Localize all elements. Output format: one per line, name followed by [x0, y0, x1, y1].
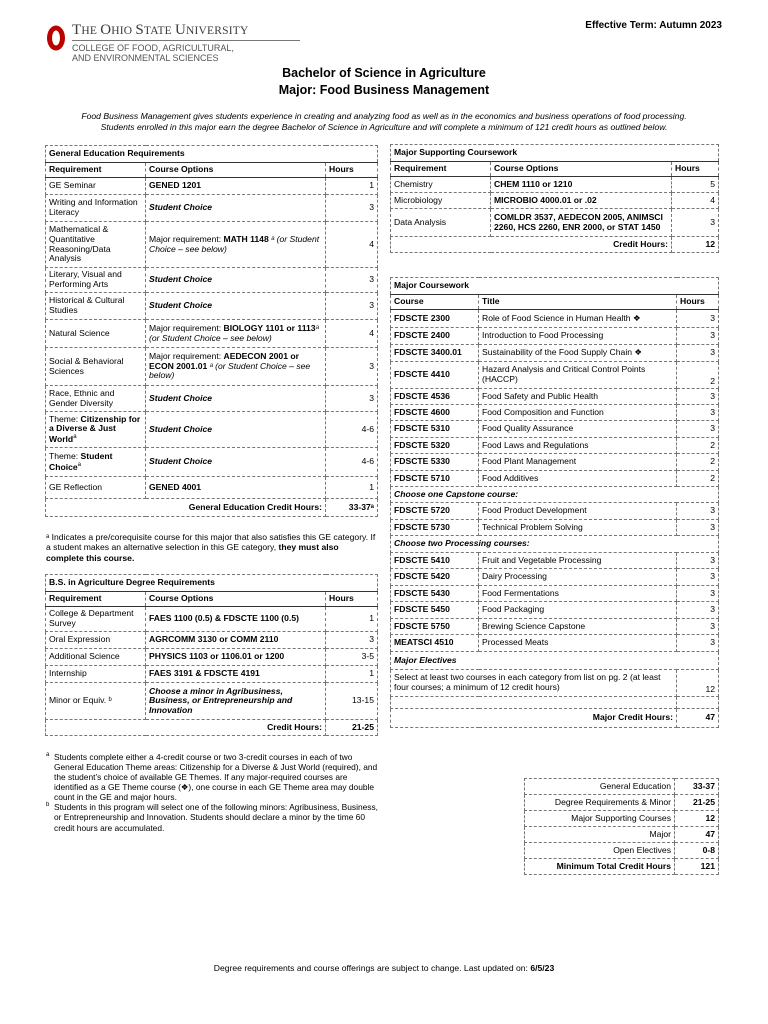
table-row: [46, 649, 378, 666]
supporting-total-value: 12: [672, 237, 719, 253]
supporting-total-row: [391, 237, 719, 253]
table-row: [46, 607, 378, 632]
ge-req: Social & Behavioral Sciences: [46, 348, 146, 386]
major-hours: 3: [677, 586, 719, 602]
bs-table: [45, 574, 378, 736]
ge-req: Race, Ethnic and Gender Diversity: [46, 386, 146, 412]
electives-label-row: [391, 652, 719, 670]
major-course: FDSCTE 4410: [391, 362, 479, 389]
major-header-title: Title: [479, 295, 677, 310]
processing-label: Choose two Processing courses:: [391, 536, 719, 553]
supporting-title: Major Supporting Coursework: [391, 145, 719, 162]
logo-divider: [72, 40, 300, 41]
degree-title: Bachelor of Science in Agriculture: [282, 66, 486, 80]
table-row: [46, 448, 378, 477]
summary-total-row: [525, 859, 719, 875]
major-total-value: 47: [677, 709, 719, 728]
ge-hours: 3: [326, 348, 378, 386]
ge-hours: 1: [326, 178, 378, 195]
supporting-hours: 4: [672, 193, 719, 209]
ge-note-bold: they must also complete this course.: [46, 542, 339, 563]
electives-text: Select at least two courses in each category from list on pg. 2 (at least four courses; a minimum of 12 credit hours): [391, 670, 677, 697]
supporting-hours: 5: [672, 177, 719, 193]
major-hours: 3: [677, 619, 719, 635]
req-pre: Theme:: [49, 413, 81, 424]
table-row: [391, 602, 719, 619]
bs-course: Choose a minor in Agribusiness, Business, or Entrepreneurship and Innovation: [146, 683, 326, 720]
major-course-title: Food Plant Management: [479, 454, 677, 471]
major-course-title: Introduction to Food Processing: [479, 328, 677, 345]
supporting-header-hours: Hours: [672, 162, 719, 177]
major-table: [390, 277, 719, 728]
ge-course: [146, 348, 326, 386]
major-course: FDSCTE 5710: [391, 471, 479, 487]
table-row: [46, 222, 378, 268]
blank-cell: [391, 697, 677, 709]
major-course-title: Food Product Development: [479, 503, 677, 520]
major-course: FDSCTE 5310: [391, 421, 479, 438]
electives-label: Major Electives: [391, 652, 719, 670]
bs-total-label: Credit Hours:: [46, 720, 326, 736]
table-row: [46, 632, 378, 649]
major-title-cell: Major Coursework: [391, 278, 719, 295]
table-row: [525, 827, 719, 843]
major-course-title: Food Fermentations: [479, 586, 677, 602]
major-course-title: Dairy Processing: [479, 569, 677, 586]
bs-total-row: [46, 720, 378, 736]
table-row: [391, 405, 719, 421]
ge-note-text: ᵃ Indicates a pre/corequisite course for this major that also satisfies this GE category. If a student makes an alternative selection in this GE category,: [46, 532, 376, 553]
bs-req: Oral Expression: [46, 632, 146, 649]
major-course-title: Role of Food Science in Human Health ❖: [479, 310, 677, 328]
table-row: [525, 843, 719, 859]
major-course-title: Brewing Science Capstone: [479, 619, 677, 635]
major-course-title: Food Additives: [479, 471, 677, 487]
table-row: [391, 362, 719, 389]
major-course: FDSCTE 5720: [391, 503, 479, 520]
supporting-req: Data Analysis: [391, 209, 491, 237]
table-row: [525, 811, 719, 827]
footnote-a-mark: a: [46, 752, 50, 758]
req-bold: Citizenship for a Diverse & Just World: [49, 413, 141, 444]
table-row: [46, 386, 378, 412]
major-course-title: Fruit and Vegetable Processing: [479, 553, 677, 569]
course-bold: AEDECON 2001 or ECON 2001.01: [149, 351, 299, 371]
bs-hours: 1: [326, 607, 378, 632]
table-row: [391, 619, 719, 635]
ge-hours: 4: [326, 222, 378, 268]
ge-hours: 1: [326, 477, 378, 499]
capstone-label-row: [391, 487, 719, 503]
table-row: [391, 553, 719, 569]
major-hours: 3: [677, 602, 719, 619]
supporting-course: CHEM 1110 or 1210: [491, 177, 672, 193]
major-course: FDSCTE 3400.01: [391, 345, 479, 362]
intro-line1: Food Business Management gives students experience in creating and analyzing food as well as in the economics and business operations of food processing.: [81, 111, 687, 121]
table-row: [525, 795, 719, 811]
ge-course: Student Choice: [146, 195, 326, 222]
footnote-a-text: Students complete either a 4-credit course or two 3-credit courses in each of two General Education Theme areas: Citizenship for a Diverse & Just World (required), and the student’s choice of available GE Themes. If any major-required courses are identified as a GE Theme course (❖), one course in each GE Theme area may double count in the GE and major hours.: [54, 752, 378, 803]
summary-total-value: 121: [675, 859, 719, 875]
summary-label: Open Electives: [525, 843, 675, 859]
major-total-label: Major Credit Hours:: [391, 709, 677, 728]
course-bold: MATH 1148: [223, 233, 269, 244]
major-course: FDSCTE 5730: [391, 520, 479, 536]
ge-course: Student Choice: [146, 448, 326, 477]
electives-row: [391, 670, 719, 697]
bs-course: FAES 3191 & FDSCTE 4191: [146, 666, 326, 683]
blank-cell: [677, 697, 719, 709]
table-row: [391, 454, 719, 471]
table-row: [391, 586, 719, 602]
footnote-b-text: Students in this program will select one of the following minors: Agribusiness, Business, or Entrepreneurship and Innovation. Students should declare a minor by the time 60 credit hours are accumulated.: [54, 802, 378, 833]
footer: [0, 964, 768, 974]
footer-date: 6/5/23: [530, 963, 555, 973]
supporting-hours: 3: [672, 209, 719, 237]
ge-note: [46, 532, 378, 563]
supporting-course: MICROBIO 4000.01 or .02: [491, 193, 672, 209]
bs-course: PHYSICS 1103 or 1106.01 or 1200: [146, 649, 326, 666]
major-hours: 3: [677, 310, 719, 328]
major-hours: 2: [677, 471, 719, 487]
effective-term: Effective Term: Autumn 2023: [585, 20, 722, 31]
major-total-row: [391, 709, 719, 728]
summary-value: 21-25: [675, 795, 719, 811]
course-pre: Major requirement:: [149, 233, 224, 244]
supporting-header-req: Requirement: [391, 162, 491, 177]
table-row: [46, 320, 378, 348]
major-course-title: Processed Meats: [479, 635, 677, 652]
footnotes: [46, 752, 378, 833]
ge-course: GENED 4001: [146, 477, 326, 499]
bs-header-course: Course Options: [146, 592, 326, 607]
supporting-req: Microbiology: [391, 193, 491, 209]
bs-course: FAES 1100 (0.5) & FDSCTE 1100 (0.5): [146, 607, 326, 632]
ge-hours: 3: [326, 268, 378, 293]
major-course-title: Food Laws and Regulations: [479, 438, 677, 454]
supporting-req: Chemistry: [391, 177, 491, 193]
major-header-course: Course: [391, 295, 479, 310]
bs-hours: 3-5: [326, 649, 378, 666]
intro-line2: Students enrolled in this major earn the degree Bachelor of Science in Agriculture and will complete a minimum of 121 credit hours as outlined below.: [100, 122, 668, 133]
footnote-a: [46, 752, 378, 802]
ge-req: Mathematical & Quantitative Reasoning/Data Analysis: [46, 222, 146, 268]
ge-header-req: Requirement: [46, 163, 146, 178]
major-title: Major: Food Business Management: [278, 83, 490, 97]
bs-hours: 1: [326, 666, 378, 683]
major-course-title: Food Quality Assurance: [479, 421, 677, 438]
course-pre: Major requirement:: [149, 322, 224, 333]
ge-course: GENED 1201: [146, 178, 326, 195]
course-bold: BIOLOGY 1101 or 1113: [223, 322, 316, 333]
major-course-title: Sustainability of the Food Supply Chain ❖: [479, 345, 677, 362]
major-course: FDSCTE 2300: [391, 310, 479, 328]
ge-hours: 4-6: [326, 412, 378, 448]
table-row: [391, 193, 719, 209]
summary-value: 33-37: [675, 779, 719, 795]
ge-hours: 4: [326, 320, 378, 348]
bs-total-value: 21-25: [326, 720, 378, 736]
major-hours: 3: [677, 520, 719, 536]
table-row: [46, 178, 378, 195]
major-hours: 3: [677, 503, 719, 520]
supporting-table: [390, 144, 719, 253]
major-hours: 3: [677, 345, 719, 362]
capstone-label: Choose one Capstone course:: [391, 487, 719, 503]
ge-req: Writing and Information Literacy: [46, 195, 146, 222]
ge-req: [46, 448, 146, 477]
table-row: [46, 293, 378, 320]
table-row: [391, 569, 719, 586]
summary-label: Degree Requirements & Minor: [525, 795, 675, 811]
table-row: [391, 209, 719, 237]
ge-req: Historical & Cultural Studies: [46, 293, 146, 320]
osu-logo: [46, 18, 286, 64]
req-sup: a: [77, 461, 81, 468]
major-course-title: Food Composition and Function: [479, 405, 677, 421]
ge-req: GE Seminar: [46, 178, 146, 195]
ge-header-course: Course Options: [146, 163, 326, 178]
table-row: [46, 477, 378, 499]
major-hours: 3: [677, 328, 719, 345]
major-hours: 3: [677, 569, 719, 586]
bs-header-hours: Hours: [326, 592, 378, 607]
major-course-title: Hazard Analysis and Critical Control Points (HACCP): [479, 362, 677, 389]
table-row: [391, 328, 719, 345]
table-row: [391, 310, 719, 328]
table-row: [391, 471, 719, 487]
table-row: [391, 520, 719, 536]
ge-hours: 4-6: [326, 448, 378, 477]
bs-course: AGRCOMM 3130 or COMM 2110: [146, 632, 326, 649]
major-hours: 2: [677, 362, 719, 389]
ge-course: Student Choice: [146, 386, 326, 412]
summary-label: Major Supporting Courses: [525, 811, 675, 827]
table-row: [391, 421, 719, 438]
summary-label: Major: [525, 827, 675, 843]
ge-course: [146, 320, 326, 348]
bs-req: Minor or Equiv. ᵇ: [46, 683, 146, 720]
supporting-course: COMLDR 3537, AEDECON 2005, ANIMSCI 2260, HCS 2260, ENR 2000, or STAT 1450: [491, 209, 672, 237]
major-course: FDSCTE 4536: [391, 389, 479, 405]
req-sup: a: [73, 433, 77, 440]
major-hours: 3: [677, 389, 719, 405]
bs-hours: 13-15: [326, 683, 378, 720]
major-course: FDSCTE 4600: [391, 405, 479, 421]
ge-total-label: General Education Credit Hours:: [46, 499, 326, 517]
college-line1: COLLEGE OF FOOD, AGRICULTURAL,: [72, 43, 234, 53]
major-course-title: Technical Problem Solving: [479, 520, 677, 536]
req-bold: Student Choice: [49, 450, 113, 472]
req-pre: Theme:: [49, 450, 81, 461]
table-row: [525, 779, 719, 795]
major-course-title: Food Packaging: [479, 602, 677, 619]
summary-label: General Education: [525, 779, 675, 795]
major-course: FDSCTE 5410: [391, 553, 479, 569]
ge-hours: 3: [326, 293, 378, 320]
ge-course: Student Choice: [146, 268, 326, 293]
major-hours: 2: [677, 454, 719, 471]
table-row: [391, 438, 719, 454]
summary-value: 47: [675, 827, 719, 843]
table-row: [391, 177, 719, 193]
table-row: [46, 412, 378, 448]
major-course: FDSCTE 5430: [391, 586, 479, 602]
bs-req: College & Department Survey: [46, 607, 146, 632]
intro-text: [50, 111, 718, 133]
summary-value: 0-8: [675, 843, 719, 859]
footnote-b: [46, 802, 378, 832]
major-course: FDSCTE 5450: [391, 602, 479, 619]
major-course: FDSCTE 5320: [391, 438, 479, 454]
table-row: [391, 389, 719, 405]
summary-total-label: Minimum Total Credit Hours: [525, 859, 675, 875]
major-hours: 3: [677, 421, 719, 438]
major-hours: 2: [677, 438, 719, 454]
course-pre: Major requirement:: [149, 351, 224, 362]
footer-text: Degree requirements and course offerings are subject to change. Last updated on:: [213, 963, 531, 973]
major-hours: 3: [677, 553, 719, 569]
ge-req: GE Reflection: [46, 477, 146, 499]
university-smallcaps: HE: [81, 25, 101, 37]
major-course: FDSCTE 5420: [391, 569, 479, 586]
bs-req: Internship: [46, 666, 146, 683]
summary-value: 12: [675, 811, 719, 827]
electives-hours: 12: [677, 670, 719, 697]
ge-hours: 3: [326, 195, 378, 222]
course-post: ᵃ (or Student Choice – see below): [149, 360, 311, 381]
university-name: THE OHIO STATE UNIVERSITY: [72, 22, 249, 38]
major-course: MEATSCI 4510: [391, 635, 479, 652]
block-o-icon: [46, 24, 66, 52]
ge-req: Literary, Visual and Performing Arts: [46, 268, 146, 293]
ge-course: Student Choice: [146, 293, 326, 320]
major-course: FDSCTE 5750: [391, 619, 479, 635]
major-hours: 3: [677, 405, 719, 421]
course-post: ᵃ (or Student Choice – see below): [149, 322, 319, 343]
major-course: FDSCTE 5330: [391, 454, 479, 471]
major-course: FDSCTE 2400: [391, 328, 479, 345]
ge-req: [46, 412, 146, 448]
ge-req: Natural Science: [46, 320, 146, 348]
table-row: [46, 348, 378, 386]
supporting-header-course: Course Options: [491, 162, 672, 177]
ge-hours: 3: [326, 386, 378, 412]
major-hours: 3: [677, 635, 719, 652]
ge-table: [45, 145, 378, 517]
ge-total-row: [46, 499, 378, 517]
college-line2: AND ENVIRONMENTAL SCIENCES: [72, 53, 219, 63]
table-row: [391, 635, 719, 652]
ge-title: General Education Requirements: [46, 146, 378, 163]
bs-title: B.S. in Agriculture Degree Requirements: [46, 575, 378, 592]
blank-row: [391, 697, 719, 709]
ge-total-value: 33-37ᵃ: [326, 499, 378, 517]
table-row: [46, 666, 378, 683]
ge-course: [146, 222, 326, 268]
bs-req: Additional Science: [46, 649, 146, 666]
major-course-title: Food Safety and Public Health: [479, 389, 677, 405]
ge-course: Student Choice: [146, 412, 326, 448]
table-row: [391, 345, 719, 362]
ge-header-hours: Hours: [326, 163, 378, 178]
supporting-total-label: Credit Hours:: [391, 237, 672, 253]
table-row: [46, 683, 378, 720]
major-header-hours: Hours: [677, 295, 719, 310]
bs-hours: 3: [326, 632, 378, 649]
footnote-b-mark: b: [46, 802, 50, 809]
bs-header-req: Requirement: [46, 592, 146, 607]
summary-table: [524, 778, 719, 875]
course-post: ᵃ (or Student Choice – see below): [149, 233, 320, 254]
table-row: [391, 503, 719, 520]
processing-label-row: [391, 536, 719, 553]
table-row: [46, 268, 378, 293]
table-row: [46, 195, 378, 222]
